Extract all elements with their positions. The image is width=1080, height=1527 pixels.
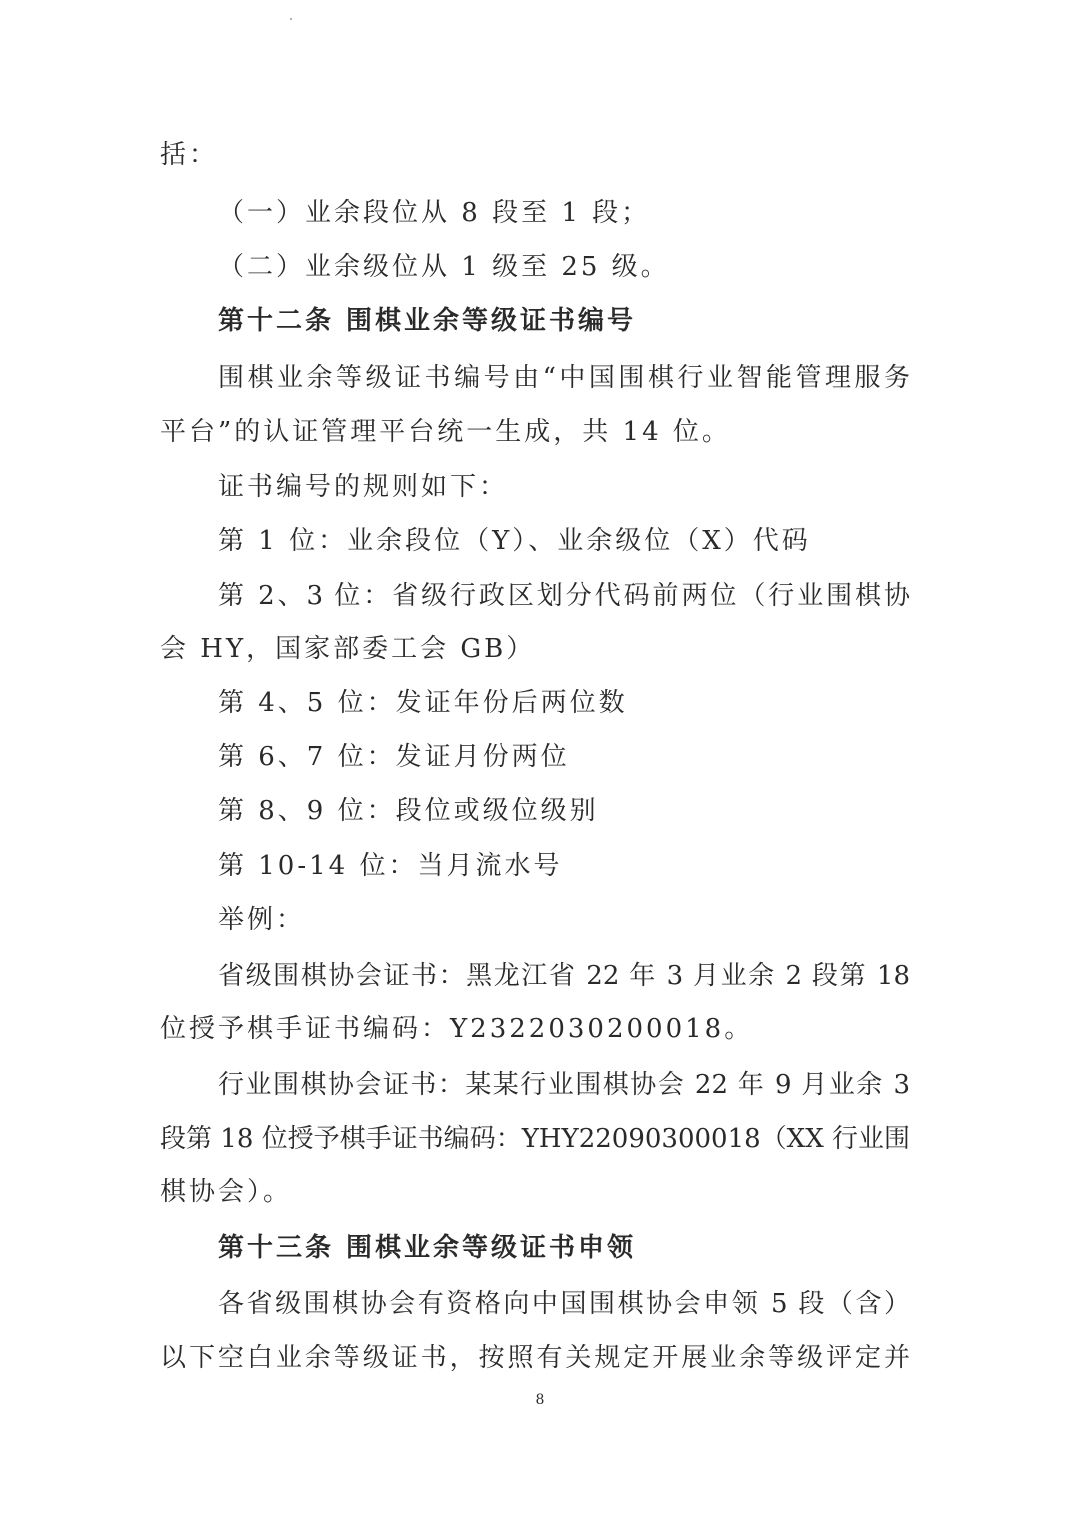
rule-item: 第 6、7 位：发证月份两位 bbox=[218, 742, 570, 772]
scan-speck bbox=[290, 18, 292, 20]
text-line: 围棋业余等级证书编号由“中国围棋行业智能管理服务 bbox=[218, 363, 910, 393]
list-item: （一）业余段位从 8 段至 1 段； bbox=[218, 198, 651, 228]
text-line: 证书编号的规则如下： bbox=[218, 472, 509, 502]
list-item: （二）业余级位从 1 级至 25 级。 bbox=[218, 252, 670, 282]
example-line: 省级围棋协会证书：黑龙江省 22 年 3 月业余 2 段第 18 bbox=[218, 961, 910, 991]
text-line: 以下空白业余等级证书，按照有关规定开展业余等级评定并 bbox=[160, 1343, 910, 1373]
rule-item: 第 1 位：业余段位（Y）、业余级位（X）代码 bbox=[218, 526, 811, 556]
example-line: 段第 18 位授予棋手证书编码：YHY22090300018（XX 行业围 bbox=[160, 1124, 910, 1154]
text-line: 棋协会）。 bbox=[160, 1177, 293, 1207]
text-line: 各省级围棋协会有资格向中国围棋协会申领 5 段（含） bbox=[218, 1289, 910, 1319]
text-line: 平台”的认证管理平台统一生成，共 14 位。 bbox=[160, 417, 731, 447]
text-line: 会 HY，国家部委工会 GB） bbox=[160, 634, 536, 664]
example-line: 位授予棋手证书编码：Y2322030200018。 bbox=[160, 1014, 754, 1044]
rule-item: 第 8、9 位：段位或级位级别 bbox=[218, 796, 599, 826]
article-heading: 第十三条 围棋业余等级证书申领 bbox=[218, 1233, 637, 1263]
article-heading: 第十二条 围棋业余等级证书编号 bbox=[218, 306, 637, 336]
example-line: 行业围棋协会证书：某某行业围棋协会 22 年 9 月业余 3 bbox=[218, 1070, 910, 1100]
rule-item: 第 10-14 位：当月流水号 bbox=[218, 851, 563, 881]
text-line: 括： bbox=[160, 140, 219, 170]
page-number: 8 bbox=[535, 1392, 545, 1408]
rule-item: 第 4、5 位：发证年份后两位数 bbox=[218, 688, 628, 718]
rule-item: 第 2、3 位：省级行政区划分代码前两位（行业围棋协 bbox=[218, 581, 910, 611]
text-line: 举例： bbox=[218, 905, 306, 935]
